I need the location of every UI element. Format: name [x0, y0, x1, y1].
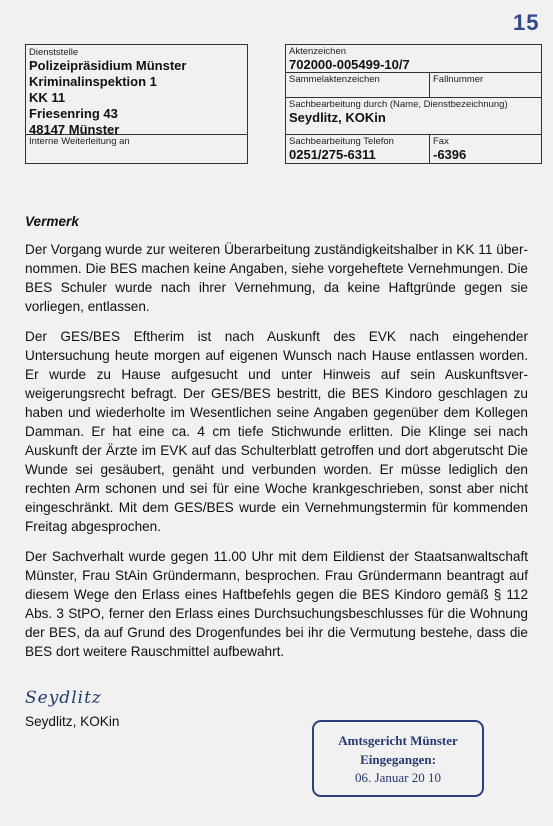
- paragraph: Der Sachverhalt wurde gegen 11.00 Uhr mit dem Eildienst der Staatsanwaltschaft Münster, Frau StAin Gründermann, besprochen. Frau Gründermann beantragt auf diesem Wege den Erlass eines Haftbefehls gegen die BES Kindoro gemäß § 112 Abs. 3 StPO, ferner den Erlass eines Durchsuchungsbeschlusses für die Wohnung der BES, da auf Grund des Drogenfundes bei ihr die Vermutung bestehe, dass die BES dort weitere Rauschmittel aufbewahrt.: [25, 549, 528, 659]
- handwritten-signature: Seydlitz: [25, 688, 102, 708]
- interne-weiterleitung-label: Interne Weiterleitung an: [29, 136, 130, 147]
- sachbearbeitung-value: Seydlitz, KOKin: [289, 110, 386, 125]
- dienststelle-line: Kriminalinspektion 1: [29, 74, 157, 89]
- stamp-date: 06. Januar 20 10: [355, 770, 441, 785]
- signer-name: Seydlitz, KOKin: [25, 714, 120, 729]
- dienststelle-line: 48147 Münster: [29, 122, 120, 137]
- aktenzeichen-box: [285, 44, 542, 164]
- dienststelle-line: Friesenring 43: [29, 106, 118, 121]
- aktenzeichen-label: Aktenzeichen: [289, 46, 347, 57]
- dienststelle-label: Dienststelle: [29, 47, 79, 58]
- dienststelle-line: KK 11: [29, 90, 66, 105]
- court-received-stamp: [312, 720, 484, 797]
- paragraph: Der GES/BES Eftherim ist nach Auskunft des EVK nach eingehender Untersuchung heute morgen auf eigenen Wunsch nach Hause entlassen worden. Er wurde zu Hause aufgesucht und unter Hinweis auf sein Auskunftsverweigerungsrecht befragt. Der GES/BES bestritt, die BES Kindoro geschlagen zu haben und wiederholte im Wesentlichen seine Angaben gegenüber dem Kollegen Damman. Er hat eine ca. 4 cm tiefe Stichwunde erlitten. Die Klinge sei nach Auskunft der Ärzte im EVK auf das Schulterblatt getroffen und dort abgerutscht Die Wunde sei gesäubert, genäht und verbunden worden. Er müsse lediglich den rechten Arm schonen und sei für eine Woche krankgeschrieben, sonst aber nicht eingeschränkt. Mit dem GES/BES wurde ein Vernehmungstermin für kommenden Freitag abgesprochen.: [25, 329, 528, 534]
- dienststelle-line: Polizeipräsidium Münster: [29, 58, 187, 73]
- vermerk-content: [25, 212, 528, 672]
- stamp-court-name: Amtsgericht Münster: [338, 733, 458, 748]
- fallnummer-label: Fallnummer: [433, 74, 484, 85]
- vermerk-heading: Vermerk: [25, 214, 79, 229]
- sammelaktenzeichen-label: Sammelaktenzeichen: [289, 74, 380, 85]
- dienststelle-box: [25, 44, 248, 164]
- stamp-received-label: Eingegangen:: [360, 752, 436, 767]
- telefon-value: 0251/275-6311: [289, 147, 376, 162]
- sachbearbeitung-label: Sachbearbeitung durch (Name, Dienstbezeichnung): [289, 99, 508, 110]
- telefon-label: Sachbearbeitung Telefon: [289, 136, 394, 147]
- fax-value: -6396: [433, 147, 467, 162]
- fax-label: Fax: [433, 136, 449, 147]
- divider: [26, 134, 247, 135]
- paragraph: Der Vorgang wurde zur weiteren Überarbeitung zuständigkeitshalber in KK 11 übernommen. Die BES machen keine Angaben, siehe vorgeheftete Vernehmungen. Die BES Schuler wurde nach ihrer Vernehmung, da keine Haftgründe gegen sie vorliegen, entlassen.: [25, 242, 528, 314]
- aktenzeichen-value: 702000-005499-10/7: [289, 57, 410, 72]
- page-number: 15: [513, 10, 540, 35]
